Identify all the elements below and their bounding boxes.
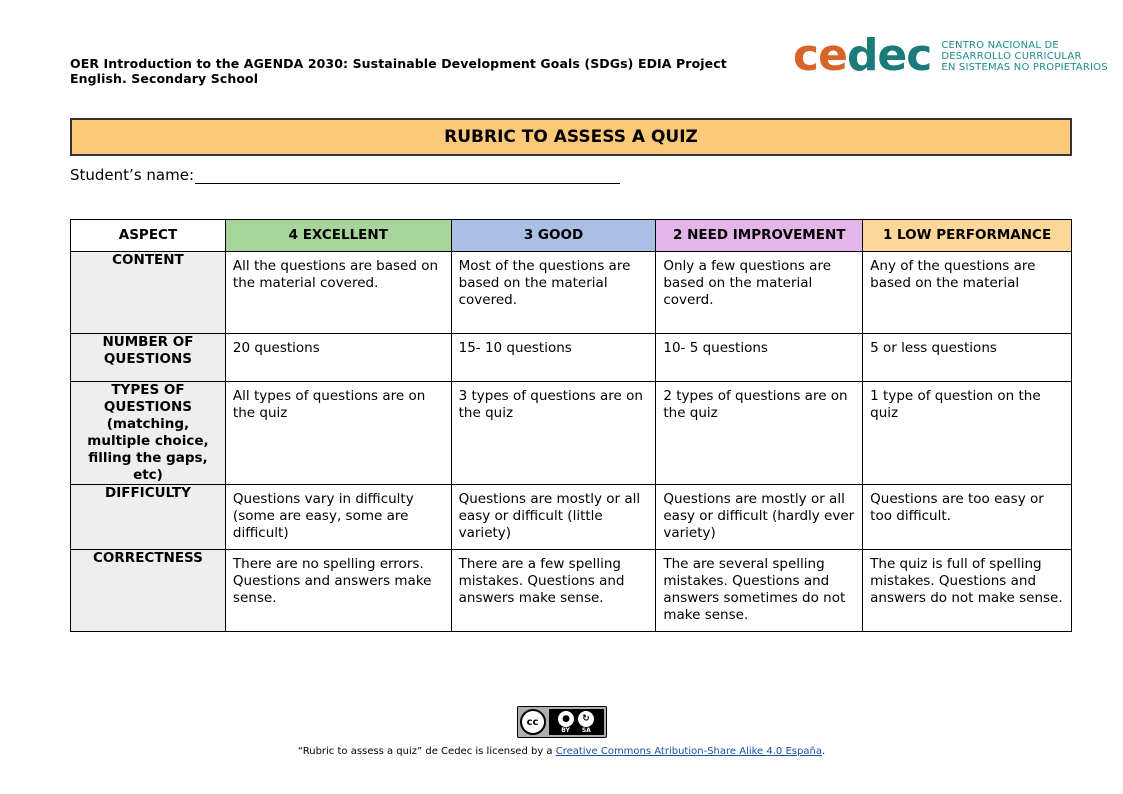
cedec-logo-word xyxy=(793,30,932,81)
attribution-person-icon: ● xyxy=(558,711,574,727)
header-good: 3 GOOD xyxy=(451,220,656,252)
logo-sub-line2: DESARROLLO CURRICULAR xyxy=(941,50,1082,62)
cell-excellent: 20 questions xyxy=(225,334,451,382)
cell-good: Most of the questions are based on the material covered. xyxy=(451,252,656,334)
header-aspect: ASPECT xyxy=(71,220,226,252)
student-name-label: Student’s name: xyxy=(70,166,194,184)
cell-low-performance: The quiz is full of spelling mistakes. Questions and answers do not make sense. xyxy=(863,550,1072,632)
logo-word-part2: dec xyxy=(846,30,932,81)
license-text xyxy=(0,746,1123,757)
license-suffix: . xyxy=(821,746,826,757)
cell-need-improvement: Only a few questions are based on the material coverd. xyxy=(656,252,863,334)
rubric-title: RUBRIC TO ASSESS A QUIZ xyxy=(70,118,1072,156)
header-need-improvement: 2 NEED IMPROVEMENT xyxy=(656,220,863,252)
student-name-blank[interactable] xyxy=(195,167,620,184)
cedec-logo-subtitle xyxy=(941,40,1107,73)
row-aspect: TYPES OF QUESTIONS (matching, multiple choice, filling the gaps, etc) xyxy=(71,382,226,485)
rubric-table xyxy=(70,219,1072,632)
cc-icon xyxy=(520,709,546,735)
cell-need-improvement: 10- 5 questions xyxy=(656,334,863,382)
cell-good: 15- 10 questions xyxy=(451,334,656,382)
share-alike-icon: ↻ xyxy=(578,711,594,727)
document-header xyxy=(70,56,727,86)
license-prefix: “Rubric to assess a quiz” de Cedec is licensed by a xyxy=(297,746,556,757)
cc-license-badge[interactable] xyxy=(517,706,607,738)
row-aspect: CONTENT xyxy=(71,252,226,334)
logo-sub-line1: CENTRO NACIONAL DE xyxy=(941,39,1059,51)
cc-by-label: BY xyxy=(561,727,570,734)
row-aspect: DIFFICULTY xyxy=(71,485,226,550)
cc-badge-icons xyxy=(558,711,594,727)
cc-sa-label: SA xyxy=(581,727,591,734)
row-aspect: CORRECTNESS xyxy=(71,550,226,632)
header-low-performance: 1 LOW PERFORMANCE xyxy=(863,220,1072,252)
cedec-logo xyxy=(793,30,1108,81)
header-project-line: OER Introduction to the AGENDA 2030: Sustainable Development Goals (SDGs) EDIA Project xyxy=(70,56,727,71)
cc-badge-labels xyxy=(561,728,591,734)
cell-good: Questions are mostly or all easy or difficult (little variety) xyxy=(451,485,656,550)
table-row xyxy=(71,485,1072,550)
table-row xyxy=(71,382,1072,485)
cell-low-performance: 1 type of question on the quiz xyxy=(863,382,1072,485)
cell-low-performance: Any of the questions are based on the material xyxy=(863,252,1072,334)
cell-low-performance: 5 or less questions xyxy=(863,334,1072,382)
cell-need-improvement: The are several spelling mistakes. Questions and answers sometimes do not make sense. xyxy=(656,550,863,632)
cell-need-improvement: Questions are mostly or all easy or difficult (hardly ever variety) xyxy=(656,485,863,550)
header-course-line: English. Secondary School xyxy=(70,71,259,86)
row-aspect: NUMBER OF QUESTIONS xyxy=(71,334,226,382)
cell-good: 3 types of questions are on the quiz xyxy=(451,382,656,485)
cell-excellent: All types of questions are on the quiz xyxy=(225,382,451,485)
cell-excellent: All the questions are based on the material covered. xyxy=(225,252,451,334)
student-name-row xyxy=(70,166,620,184)
cc-badge-right xyxy=(549,709,604,735)
logo-word-part1: ce xyxy=(793,30,847,81)
cc-icon-label: cc xyxy=(526,716,539,728)
cell-good: There are a few spelling mistakes. Questions and answers make sense. xyxy=(451,550,656,632)
table-row xyxy=(71,550,1072,632)
logo-sub-line3: EN SISTEMAS NO PROPIETARIOS xyxy=(941,61,1108,73)
license-link[interactable]: Creative Commons Atribution-Share Alike 4.0 España xyxy=(555,746,822,757)
rubric-header-row xyxy=(71,220,1072,252)
footer xyxy=(0,706,1123,757)
table-row xyxy=(71,252,1072,334)
cell-need-improvement: 2 types of questions are on the quiz xyxy=(656,382,863,485)
cell-excellent: Questions vary in difficulty (some are easy, some are difficult) xyxy=(225,485,451,550)
table-row xyxy=(71,334,1072,382)
header-excellent: 4 EXCELLENT xyxy=(225,220,451,252)
cell-low-performance: Questions are too easy or too difficult. xyxy=(863,485,1072,550)
cell-excellent: There are no spelling errors. Questions and answers make sense. xyxy=(225,550,451,632)
